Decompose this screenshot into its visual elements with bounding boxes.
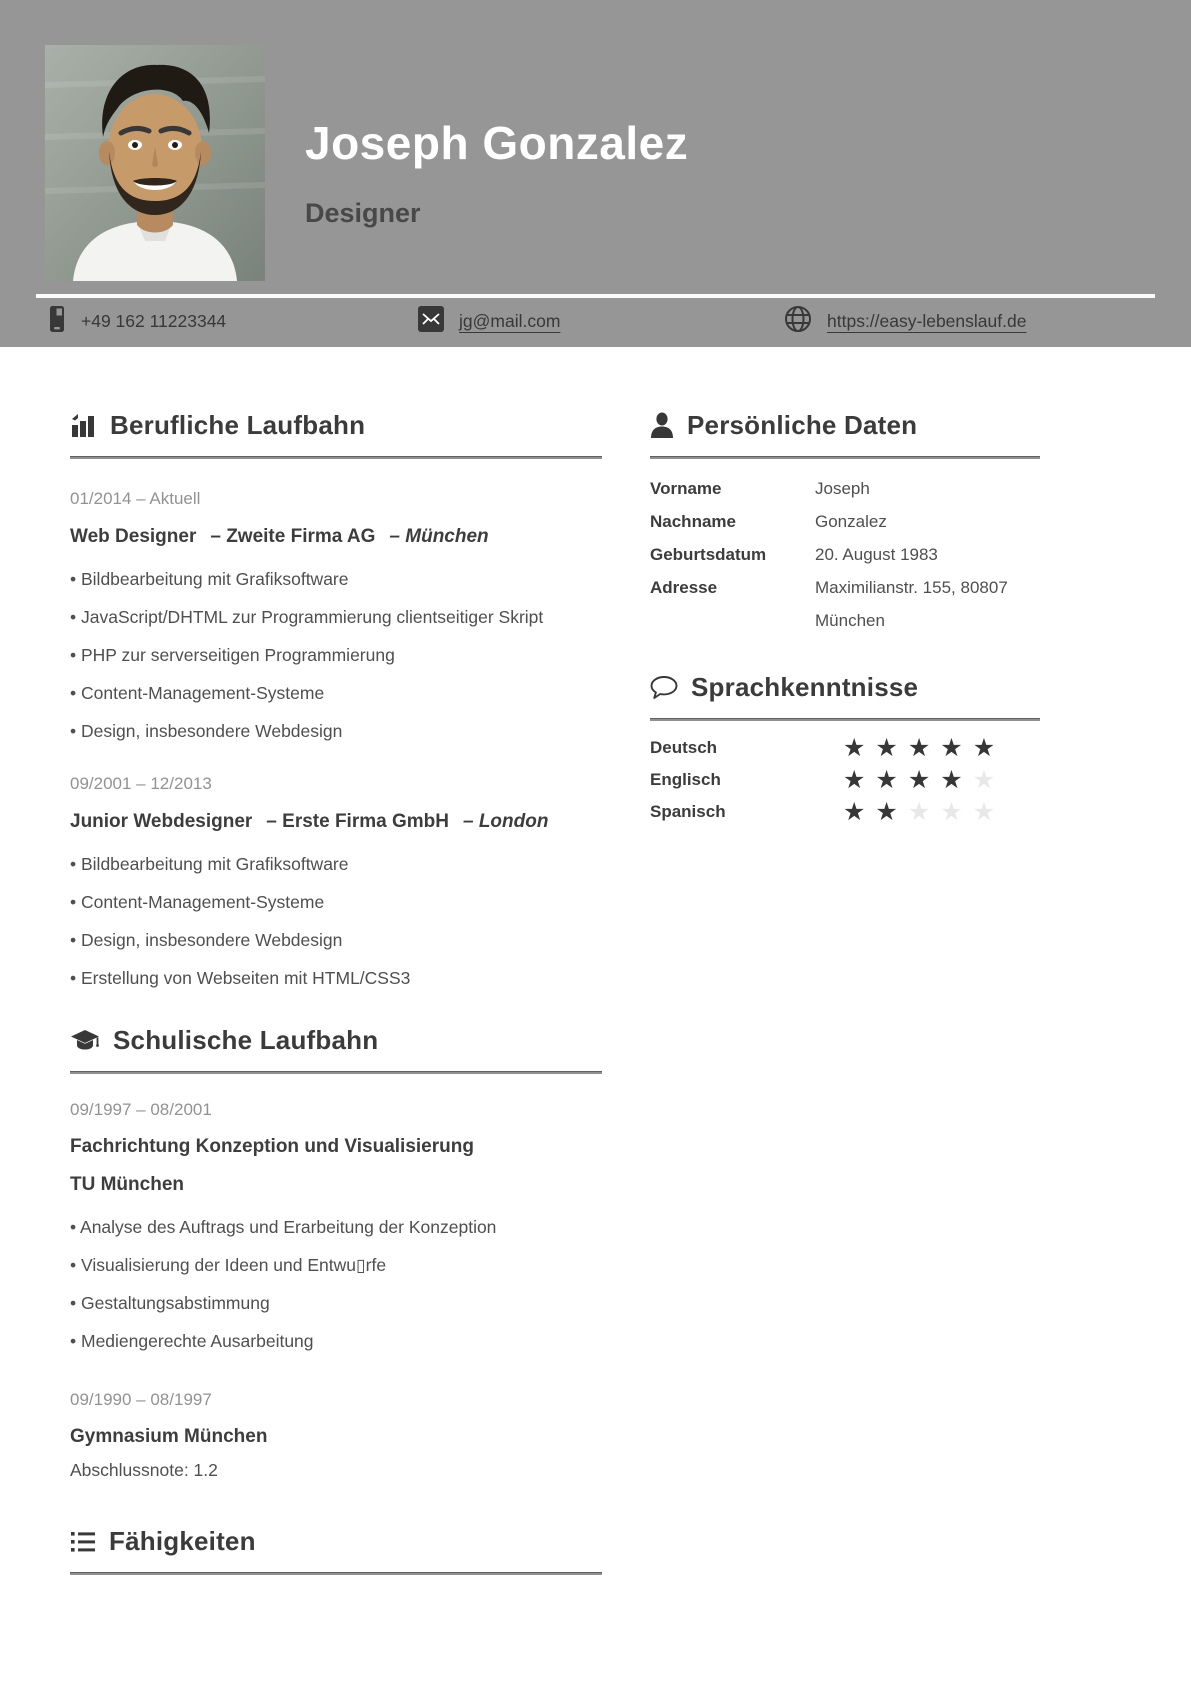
entry-bullets xyxy=(70,1208,602,1360)
section-divider xyxy=(650,456,1040,459)
rating-stars xyxy=(843,797,1040,826)
graduation-cap-icon xyxy=(70,1028,100,1054)
company: – Erste Firma GmbH xyxy=(266,811,449,832)
section-skills-heading xyxy=(70,1526,602,1557)
portrait-illustration xyxy=(45,45,265,281)
field-label: Nachname xyxy=(650,512,736,531)
star-filled-icon: ★ xyxy=(843,765,866,794)
role: Web Designer xyxy=(70,526,197,547)
star-filled-icon: ★ xyxy=(875,797,898,826)
bar-chart-icon xyxy=(70,412,97,439)
personal-data-table xyxy=(650,472,1040,637)
entry-note: Abschlussnote: 1.2 xyxy=(70,1460,218,1480)
star-filled-icon: ★ xyxy=(940,733,963,762)
field-label: Adresse xyxy=(650,578,718,597)
location: – München xyxy=(389,526,489,547)
job-title: Designer xyxy=(305,198,421,228)
star-empty-icon: ★ xyxy=(972,765,996,794)
section-divider xyxy=(70,456,602,459)
star-filled-icon: ★ xyxy=(972,733,996,762)
star-filled-icon: ★ xyxy=(843,797,866,826)
location: – London xyxy=(462,811,549,832)
section-title: Fähigkeiten xyxy=(109,1526,256,1556)
sidebar-column xyxy=(650,347,1040,828)
section-title: Sprachkenntnisse xyxy=(691,672,919,702)
star-filled-icon: ★ xyxy=(940,765,963,794)
section-personal-heading xyxy=(650,410,1040,441)
bullet-item: • Gestaltungsabstimmung xyxy=(70,1284,602,1322)
contact-email xyxy=(418,296,560,347)
company: – Zweite Firma AG xyxy=(210,526,376,547)
contact-bar xyxy=(0,296,1191,347)
profile-photo xyxy=(45,45,265,281)
page-title: Joseph Gonzalez xyxy=(305,117,689,169)
star-empty-icon: ★ xyxy=(907,797,931,826)
user-icon xyxy=(650,412,674,439)
bullet-item: • JavaScript/DHTML zur Programmierung clientseitiger Skript xyxy=(70,598,602,636)
bullet-item: • Analyse des Auftrags und Erarbeitung der Konzeption xyxy=(70,1208,602,1246)
star-filled-icon: ★ xyxy=(875,765,898,794)
bullet-item: • Content-Management-Systeme xyxy=(70,883,602,921)
bullet-item: • Design, insbesondere Webdesign xyxy=(70,921,602,959)
entry-date: 09/1990 – 08/1997 xyxy=(70,1390,212,1409)
language-row xyxy=(650,732,1040,764)
field-value: Gonzalez xyxy=(815,512,887,531)
contact-website xyxy=(784,296,1026,347)
entry-bullets xyxy=(70,845,602,997)
language-list xyxy=(650,732,1040,828)
entry-title xyxy=(70,809,602,835)
field-label: Geburtsdatum xyxy=(650,545,767,564)
list-icon xyxy=(70,1529,96,1555)
section-languages-heading xyxy=(650,672,1040,703)
speech-bubble-icon xyxy=(650,675,678,701)
star-filled-icon: ★ xyxy=(907,765,931,794)
role: Junior Webdesigner xyxy=(70,811,253,832)
section-title: Schulische Laufbahn xyxy=(113,1025,379,1055)
mobile-phone-icon xyxy=(48,305,66,338)
language-label: Deutsch xyxy=(650,738,718,757)
language-row xyxy=(650,764,1040,796)
bullet-item: • Mediengerechte Ausarbeitung xyxy=(70,1322,602,1360)
header xyxy=(0,0,1191,347)
entry-title-line2: TU München xyxy=(70,1174,184,1195)
entry-title xyxy=(70,524,602,550)
entry-date: 01/2014 – Aktuell xyxy=(70,489,201,508)
language-label: Spanisch xyxy=(650,802,726,821)
section-divider xyxy=(70,1572,602,1575)
entry-date: 09/1997 – 08/2001 xyxy=(70,1100,212,1119)
star-empty-icon: ★ xyxy=(940,797,963,826)
bullet-item: • Visualisierung der Ideen und Entwu▯rfe xyxy=(70,1246,602,1284)
section-title: Persönliche Daten xyxy=(687,410,918,440)
star-empty-icon: ★ xyxy=(972,797,996,826)
language-label: Englisch xyxy=(650,770,721,789)
field-value: Maximilianstr. 155, 80807 München xyxy=(815,578,1008,630)
website-link[interactable]: https://easy-lebenslauf.de xyxy=(827,311,1027,331)
star-filled-icon: ★ xyxy=(907,733,931,762)
section-career-heading xyxy=(70,410,602,441)
bullet-item: • Design, insbesondere Webdesign xyxy=(70,712,602,750)
phone-number: +49 162 11223344 xyxy=(81,311,227,331)
language-row xyxy=(650,796,1040,828)
star-filled-icon: ★ xyxy=(875,733,898,762)
main-column xyxy=(70,347,602,1575)
rating-stars xyxy=(843,733,1040,762)
section-divider xyxy=(70,1071,602,1074)
section-divider xyxy=(650,718,1040,721)
contact-phone xyxy=(48,296,226,347)
star-filled-icon: ★ xyxy=(843,733,866,762)
mail-icon xyxy=(418,306,444,337)
entry-title-line1: Fachrichtung Konzeption und Visualisierung xyxy=(70,1136,474,1157)
entry-bullets xyxy=(70,560,602,750)
entry-date: 09/2001 – 12/2013 xyxy=(70,774,212,793)
globe-icon xyxy=(784,305,812,338)
bullet-item: • Erstellung von Webseiten mit HTML/CSS3 xyxy=(70,959,602,997)
field-value: 20. August 1983 xyxy=(815,545,938,564)
field-label: Vorname xyxy=(650,479,722,498)
rating-stars xyxy=(843,765,1040,794)
bullet-item: • Bildbearbeitung mit Grafiksoftware xyxy=(70,560,602,598)
field-value: Joseph xyxy=(815,479,870,498)
bullet-item: • Bildbearbeitung mit Grafiksoftware xyxy=(70,845,602,883)
section-education-heading xyxy=(70,1025,602,1056)
bullet-item: • Content-Management-Systeme xyxy=(70,674,602,712)
entry-title-line1: Gymnasium München xyxy=(70,1426,268,1447)
section-title: Berufliche Laufbahn xyxy=(110,410,366,440)
bullet-item: • PHP zur serverseitigen Programmierung xyxy=(70,636,602,674)
email-link[interactable]: jg@mail.com xyxy=(459,311,561,331)
